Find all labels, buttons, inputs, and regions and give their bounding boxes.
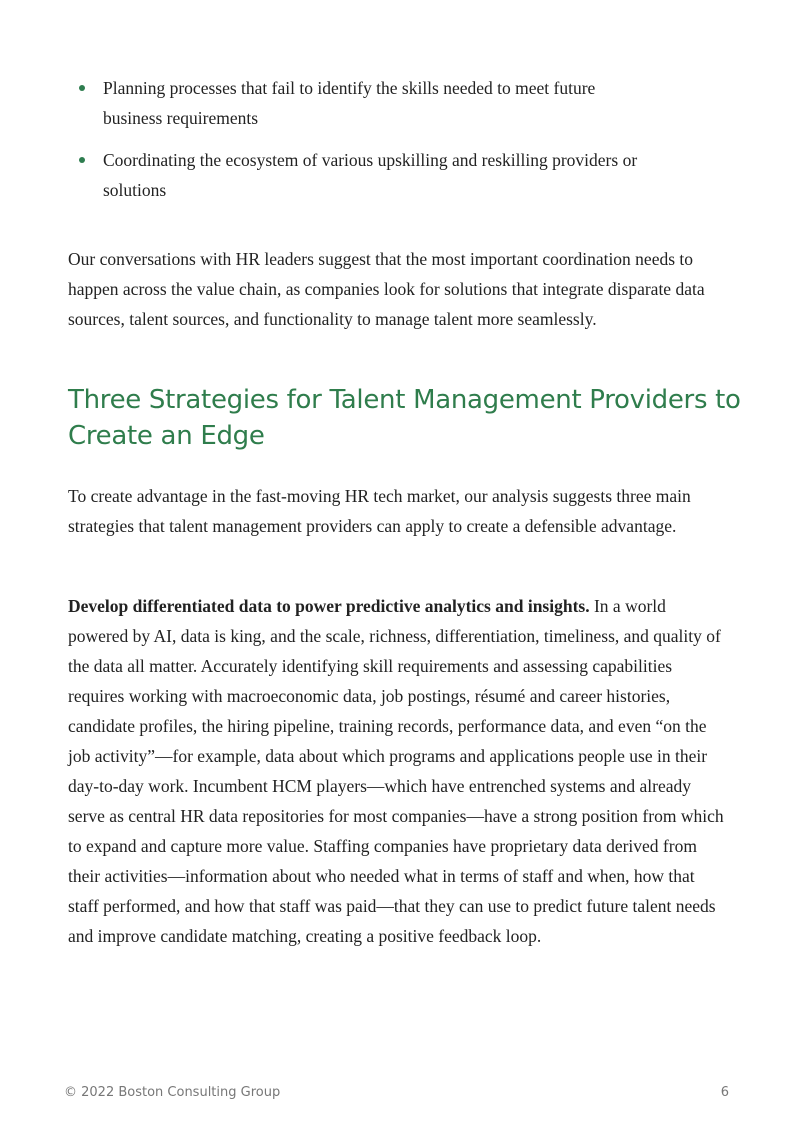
bullet-text-line-2: solutions — [103, 180, 167, 200]
section-heading: Three Strategies for Talent Management Providers to Create an Edge — [68, 385, 741, 451]
body-paragraph: Our conversations with HR leaders suggest that the most important coordination needs to happen across the value chain, as companies look for solutions that integrate disparate data sources, talent sources, and functionality to manage talent more seamlessly. — [68, 249, 705, 329]
body-paragraph-strategy — [68, 591, 728, 951]
strategy-lead-text: Develop differentiated data to power predictive analytics and insights. — [68, 596, 590, 616]
bullet-text-line-1: Planning processes that fail to identify the skills needed to meet future — [103, 78, 596, 98]
bullet-text-line-2: business requirements — [103, 108, 259, 128]
body-paragraph: To create advantage in the fast-moving HR tech market, our analysis suggests three main strategies that talent management providers can apply to create a defensible advantage. — [68, 486, 691, 536]
bullet-dot-icon — [79, 85, 85, 91]
bullet-item — [79, 73, 729, 133]
strategy-body-text: In a world powered by AI, data is king, and the scale, richness, differentiation, timeliness, and quality of the data all matter. Accurately identifying skill requirements and assessing capabilities requires working with macroeconomic data, job postings, résumé and career histories, candidate profiles, the hiring pipeline, training records, performance data, and even “on the job activity”—for example, data about which programs and applications people use in their day-to-day work. Incumbent HCM players—which have entrenched systems and already serve as central HR data repositories for most companies—have a strong position from which to expand and capture more value. Staffing companies have proprietary data derived from their activities—information about who needed what in terms of staff and when, how that staff performed, and how that staff was paid—that they can use to predict future talent needs and improve candidate matching, creating a positive feedback loop. — [68, 596, 724, 946]
bullet-item — [79, 145, 729, 205]
footer-copyright: © 2022 Boston Consulting Group — [64, 1085, 281, 1100]
bullet-list — [79, 73, 729, 217]
page-number: 6 — [720, 1085, 729, 1100]
bullet-dot-icon — [79, 157, 85, 163]
bullet-text-line-1: Coordinating the ecosystem of various upskilling and reskilling providers or — [103, 150, 638, 170]
